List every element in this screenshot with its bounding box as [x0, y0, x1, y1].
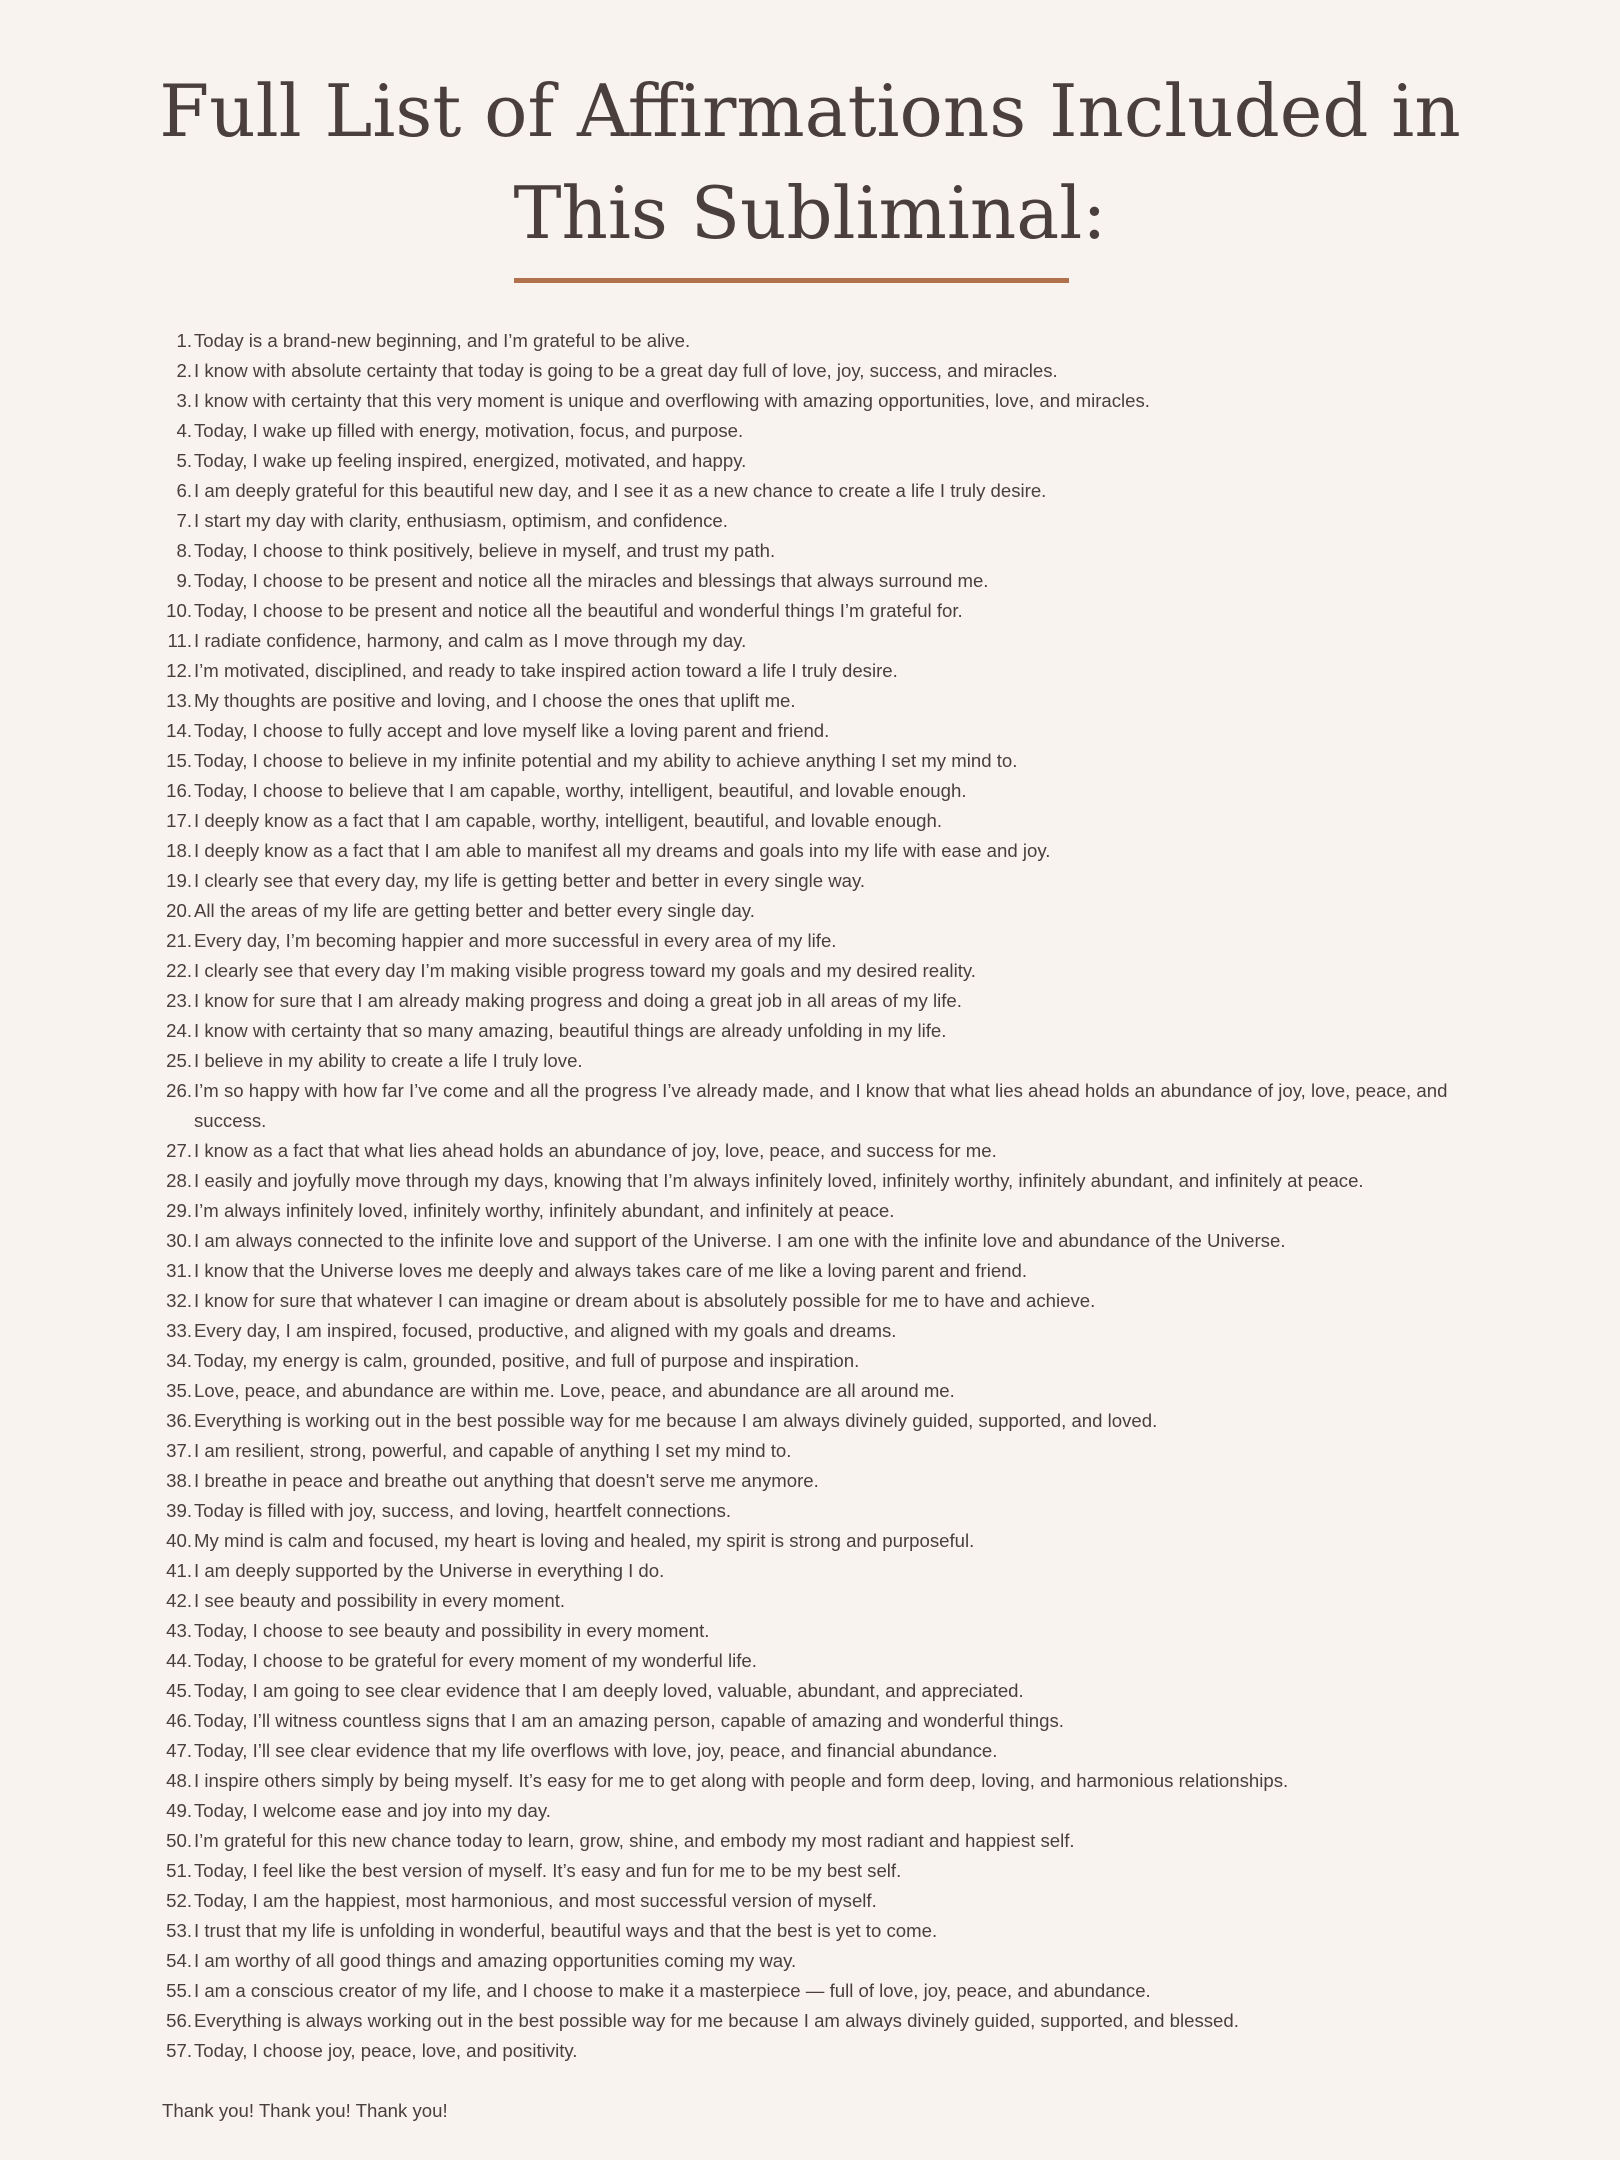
title-divider — [514, 278, 1069, 283]
affirmation-item — [120, 446, 1480, 476]
affirmation-text: I deeply know as a fact that I am capable, worthy, intelligent, beautiful, and lovable enough. — [194, 810, 943, 831]
affirmation-number: 45. — [166, 1680, 192, 1701]
affirmation-text: Today, I feel like the best version of myself. It’s easy and fun for me to be my best self. — [194, 1860, 902, 1881]
affirmation-text: I believe in my ability to create a life I truly love. — [194, 1050, 583, 1071]
affirmation-text: I am a conscious creator of my life, and I choose to make it a masterpiece — full of love, joy, peace, and abundance. — [194, 1980, 1151, 2001]
affirmation-number: 40. — [166, 1530, 192, 1551]
affirmation-text: Today, I’ll see clear evidence that my life overflows with love, joy, peace, and financial abundance. — [194, 1740, 998, 1761]
affirmation-number: 16. — [166, 780, 192, 801]
affirmation-number: 10. — [166, 600, 192, 621]
affirmation-item — [120, 1226, 1480, 1256]
affirmation-text: I clearly see that every day, my life is getting better and better in every single way. — [194, 870, 866, 891]
affirmation-number: 55. — [166, 1980, 192, 2001]
affirmation-item — [120, 1256, 1480, 1286]
affirmation-text: I clearly see that every day I’m making visible progress toward my goals and my desired reality. — [194, 960, 976, 981]
affirmation-number: 51. — [166, 1860, 192, 1881]
affirmation-text: I start my day with clarity, enthusiasm, optimism, and confidence. — [194, 510, 728, 531]
affirmation-item — [120, 866, 1480, 896]
affirmation-text: I know for sure that I am already making progress and doing a great job in all areas of my life. — [194, 990, 962, 1011]
affirmation-item — [120, 326, 1480, 356]
affirmation-number: 47. — [166, 1740, 192, 1761]
affirmation-text: Today, my energy is calm, grounded, positive, and full of purpose and inspiration. — [194, 1350, 860, 1371]
affirmation-item — [120, 1616, 1480, 1646]
affirmation-text: Today, I am going to see clear evidence that I am deeply loved, valuable, abundant, and appreciated. — [194, 1680, 1024, 1701]
affirmation-number: 17. — [166, 810, 192, 831]
page-title — [0, 60, 1620, 264]
affirmation-text: Every day, I’m becoming happier and more successful in every area of my life. — [194, 930, 837, 951]
affirmation-item — [120, 356, 1480, 386]
affirmation-text: Today, I’ll witness countless signs that I am an amazing person, capable of amazing and wonderful things. — [194, 1710, 1064, 1731]
affirmation-text: I am deeply supported by the Universe in everything I do. — [194, 1560, 665, 1581]
affirmation-item — [120, 1316, 1480, 1346]
affirmation-item — [120, 836, 1480, 866]
affirmation-item — [120, 1376, 1480, 1406]
affirmation-text: Today, I wake up feeling inspired, energized, motivated, and happy. — [194, 450, 747, 471]
affirmation-item — [120, 2006, 1480, 2036]
affirmation-text: Today, I choose to be grateful for every moment of my wonderful life. — [194, 1650, 757, 1671]
affirmation-item — [120, 1406, 1480, 1436]
affirmation-item — [120, 1166, 1480, 1196]
affirmation-text: I am worthy of all good things and amazing opportunities coming my way. — [194, 1950, 797, 1971]
affirmation-number: 13. — [166, 690, 192, 711]
affirmation-list — [120, 326, 1480, 2066]
affirmation-number: 22. — [166, 960, 192, 981]
affirmation-item — [120, 1016, 1480, 1046]
affirmation-item — [120, 1886, 1480, 1916]
affirmation-text: Today, I choose to fully accept and love myself like a loving parent and friend. — [194, 720, 830, 741]
affirmation-text: I know that the Universe loves me deeply and always takes care of me like a loving parent and friend. — [194, 1260, 1028, 1281]
affirmation-number: 20. — [166, 900, 192, 921]
affirmation-number: 53. — [166, 1920, 192, 1941]
affirmation-text: I am always connected to the infinite love and support of the Universe. I am one with the infinite love and abundance of the Universe. — [194, 1230, 1286, 1251]
affirmation-item — [120, 566, 1480, 596]
affirmation-number: 54. — [166, 1950, 192, 1971]
affirmation-number: 49. — [166, 1800, 192, 1821]
affirmation-number: 7. — [176, 510, 192, 531]
affirmation-item — [120, 386, 1480, 416]
affirmation-text: I know with certainty that so many amazing, beautiful things are already unfolding in my life. — [194, 1020, 947, 1041]
affirmation-text: I see beauty and possibility in every moment. — [194, 1590, 566, 1611]
affirmation-number: 14. — [166, 720, 192, 741]
affirmation-item — [120, 1946, 1480, 1976]
affirmation-item — [120, 806, 1480, 836]
affirmation-number: 35. — [166, 1380, 192, 1401]
affirmation-item — [120, 1766, 1480, 1796]
affirmation-item — [120, 1196, 1480, 1226]
affirmation-number: 57. — [166, 2040, 192, 2061]
affirmation-text: Every day, I am inspired, focused, productive, and aligned with my goals and dreams. — [194, 1320, 897, 1341]
affirmation-text: Today, I choose to be present and notice all the miracles and blessings that always surround me. — [194, 570, 989, 591]
affirmation-text: My mind is calm and focused, my heart is loving and healed, my spirit is strong and purposeful. — [194, 1530, 975, 1551]
affirmation-item — [120, 1586, 1480, 1616]
affirmation-number: 38. — [166, 1470, 192, 1491]
affirmation-number: 29. — [166, 1200, 192, 1221]
affirmation-item — [120, 1676, 1480, 1706]
affirmation-number: 37. — [166, 1440, 192, 1461]
affirmation-text: I’m always infinitely loved, infinitely worthy, infinitely abundant, and infinitely at peace. — [194, 1200, 895, 1221]
affirmation-number: 42. — [166, 1590, 192, 1611]
affirmation-text: I radiate confidence, harmony, and calm as I move through my day. — [194, 630, 747, 651]
affirmation-text: I’m motivated, disciplined, and ready to take inspired action toward a life I truly desire. — [194, 660, 898, 681]
affirmation-text: Everything is working out in the best possible way for me because I am always divinely guided, supported, and loved. — [194, 1410, 1158, 1431]
closing-text: Thank you! Thank you! Thank you! — [162, 2100, 448, 2121]
affirmation-text: Love, peace, and abundance are within me. Love, peace, and abundance are all around me. — [194, 1380, 955, 1401]
affirmation-text: Today, I choose to believe that I am capable, worthy, intelligent, beautiful, and lovable enough. — [194, 780, 967, 801]
affirmation-number: 21. — [166, 930, 192, 951]
affirmation-item — [120, 1436, 1480, 1466]
affirmation-item — [120, 476, 1480, 506]
affirmation-item — [120, 626, 1480, 656]
affirmation-text: Today, I choose to see beauty and possibility in every moment. — [194, 1620, 710, 1641]
affirmation-number: 24. — [166, 1020, 192, 1041]
affirmation-text: All the areas of my life are getting better and better every single day. — [194, 900, 755, 921]
affirmation-number: 39. — [166, 1500, 192, 1521]
page-title-line-1: Full List of Affirmations Included in — [159, 69, 1461, 153]
affirmation-number: 30. — [166, 1230, 192, 1251]
affirmation-number: 52. — [166, 1890, 192, 1911]
affirmation-item — [120, 1856, 1480, 1886]
affirmation-number: 26. — [166, 1080, 192, 1101]
affirmation-number: 3. — [176, 390, 192, 411]
affirmation-number: 4. — [176, 420, 192, 441]
affirmation-text: I am resilient, strong, powerful, and capable of anything I set my mind to. — [194, 1440, 792, 1461]
affirmation-number: 43. — [166, 1620, 192, 1641]
affirmation-item — [120, 746, 1480, 776]
affirmation-item — [120, 1796, 1480, 1826]
affirmation-number: 18. — [166, 840, 192, 861]
affirmation-number: 23. — [166, 990, 192, 1011]
affirmation-item — [120, 1736, 1480, 1766]
affirmation-number: 41. — [166, 1560, 192, 1581]
affirmation-item — [120, 596, 1480, 626]
affirmation-number: 34. — [166, 1350, 192, 1371]
affirmation-text: Today, I choose joy, peace, love, and positivity. — [194, 2040, 578, 2061]
affirmation-item — [120, 1556, 1480, 1586]
affirmation-text: I am deeply grateful for this beautiful new day, and I see it as a new chance to create a life I truly desire. — [194, 480, 1047, 501]
affirmation-number: 8. — [176, 540, 192, 561]
affirmation-number: 33. — [166, 1320, 192, 1341]
affirmation-text: I deeply know as a fact that I am able to manifest all my dreams and goals into my life with ease and joy. — [194, 840, 1051, 861]
affirmation-number: 46. — [166, 1710, 192, 1731]
affirmation-number: 11. — [167, 630, 192, 651]
affirmation-item — [120, 716, 1480, 746]
affirmation-text: I know for sure that whatever I can imagine or dream about is absolutely possible for me to have and achieve. — [194, 1290, 1096, 1311]
affirmation-item — [120, 1976, 1480, 2006]
affirmation-text: My thoughts are positive and loving, and I choose the ones that uplift me. — [194, 690, 796, 711]
affirmation-text: Today, I choose to think positively, believe in myself, and trust my path. — [194, 540, 776, 561]
affirmation-number: 48. — [166, 1770, 192, 1791]
affirmation-number: 27. — [166, 1140, 192, 1161]
affirmation-item — [120, 956, 1480, 986]
affirmation-item — [120, 926, 1480, 956]
affirmation-text: I inspire others simply by being myself. It’s easy for me to get along with people and form deep, loving, and harmonious relationships. — [194, 1770, 1289, 1791]
affirmation-number: 15. — [166, 750, 192, 771]
affirmation-text: I breathe in peace and breathe out anything that doesn't serve me anymore. — [194, 1470, 819, 1491]
affirmation-number: 28. — [166, 1170, 192, 1191]
affirmation-text: Today, I choose to be present and notice all the beautiful and wonderful things I’m grateful for. — [194, 600, 963, 621]
affirmation-item — [120, 656, 1480, 686]
affirmation-text: Today, I wake up filled with energy, motivation, focus, and purpose. — [194, 420, 744, 441]
affirmation-item — [120, 416, 1480, 446]
affirmation-item — [120, 1826, 1480, 1856]
affirmation-text: I know with absolute certainty that today is going to be a great day full of love, joy, success, and miracles. — [194, 360, 1058, 381]
affirmation-item — [120, 506, 1480, 536]
affirmation-item — [120, 1706, 1480, 1736]
affirmation-number: 12. — [166, 660, 192, 681]
affirmation-number: 50. — [166, 1830, 192, 1851]
affirmation-number: 5. — [176, 450, 192, 471]
affirmation-number: 2. — [176, 360, 192, 381]
affirmation-number: 6. — [176, 480, 192, 501]
affirmation-item — [120, 1136, 1480, 1166]
affirmation-item — [120, 986, 1480, 1016]
affirmation-text: Today is filled with joy, success, and loving, heartfelt connections. — [194, 1500, 732, 1521]
affirmation-text: I know with certainty that this very moment is unique and overflowing with amazing opportunities, love, and miracles. — [194, 390, 1150, 411]
affirmation-text: Everything is always working out in the best possible way for me because I am always divinely guided, supported, and blessed. — [194, 2010, 1239, 2031]
affirmation-item — [120, 1046, 1480, 1076]
affirmation-number: 32. — [166, 1290, 192, 1311]
affirmation-item — [120, 1496, 1480, 1526]
affirmation-item — [120, 2036, 1480, 2066]
affirmation-item — [120, 686, 1480, 716]
affirmation-number: 19. — [166, 870, 192, 891]
affirmation-number: 36. — [166, 1410, 192, 1431]
affirmation-number: 9. — [176, 570, 192, 591]
affirmation-item — [120, 1076, 1480, 1136]
affirmation-number: 1. — [176, 330, 192, 351]
affirmation-item — [120, 1526, 1480, 1556]
page-title-line-2: This Subliminal: — [513, 171, 1107, 255]
affirmation-item — [120, 1286, 1480, 1316]
affirmation-number: 25. — [166, 1050, 192, 1071]
affirmation-number: 56. — [166, 2010, 192, 2031]
affirmation-text: I’m so happy with how far I’ve come and all the progress I’ve already made, and I know that what lies ahead holds an abundance of joy, love, peace, and success. — [194, 1080, 1448, 1131]
affirmation-text: Today is a brand-new beginning, and I’m grateful to be alive. — [194, 330, 691, 351]
affirmation-item — [120, 1466, 1480, 1496]
affirmation-item — [120, 896, 1480, 926]
affirmation-item — [120, 1916, 1480, 1946]
affirmation-text: Today, I choose to believe in my infinite potential and my ability to achieve anything I set my mind to. — [194, 750, 1018, 771]
affirmation-number: 31. — [166, 1260, 192, 1281]
affirmation-item — [120, 1646, 1480, 1676]
affirmation-number: 44. — [166, 1650, 192, 1671]
affirmation-text: Today, I am the happiest, most harmonious, and most successful version of myself. — [194, 1890, 877, 1911]
affirmation-item — [120, 1346, 1480, 1376]
affirmation-item — [120, 536, 1480, 566]
affirmation-text: I trust that my life is unfolding in wonderful, beautiful ways and that the best is yet to come. — [194, 1920, 938, 1941]
affirmation-text: I’m grateful for this new chance today to learn, grow, shine, and embody my most radiant and happiest self. — [194, 1830, 1075, 1851]
affirmation-text: I know as a fact that what lies ahead holds an abundance of joy, love, peace, and success for me. — [194, 1140, 997, 1161]
affirmation-text: I easily and joyfully move through my days, knowing that I’m always infinitely loved, infinitely worthy, infinitely abundant, and infinitely at peace. — [194, 1170, 1364, 1191]
affirmation-text: Today, I welcome ease and joy into my day. — [194, 1800, 551, 1821]
affirmation-item — [120, 776, 1480, 806]
